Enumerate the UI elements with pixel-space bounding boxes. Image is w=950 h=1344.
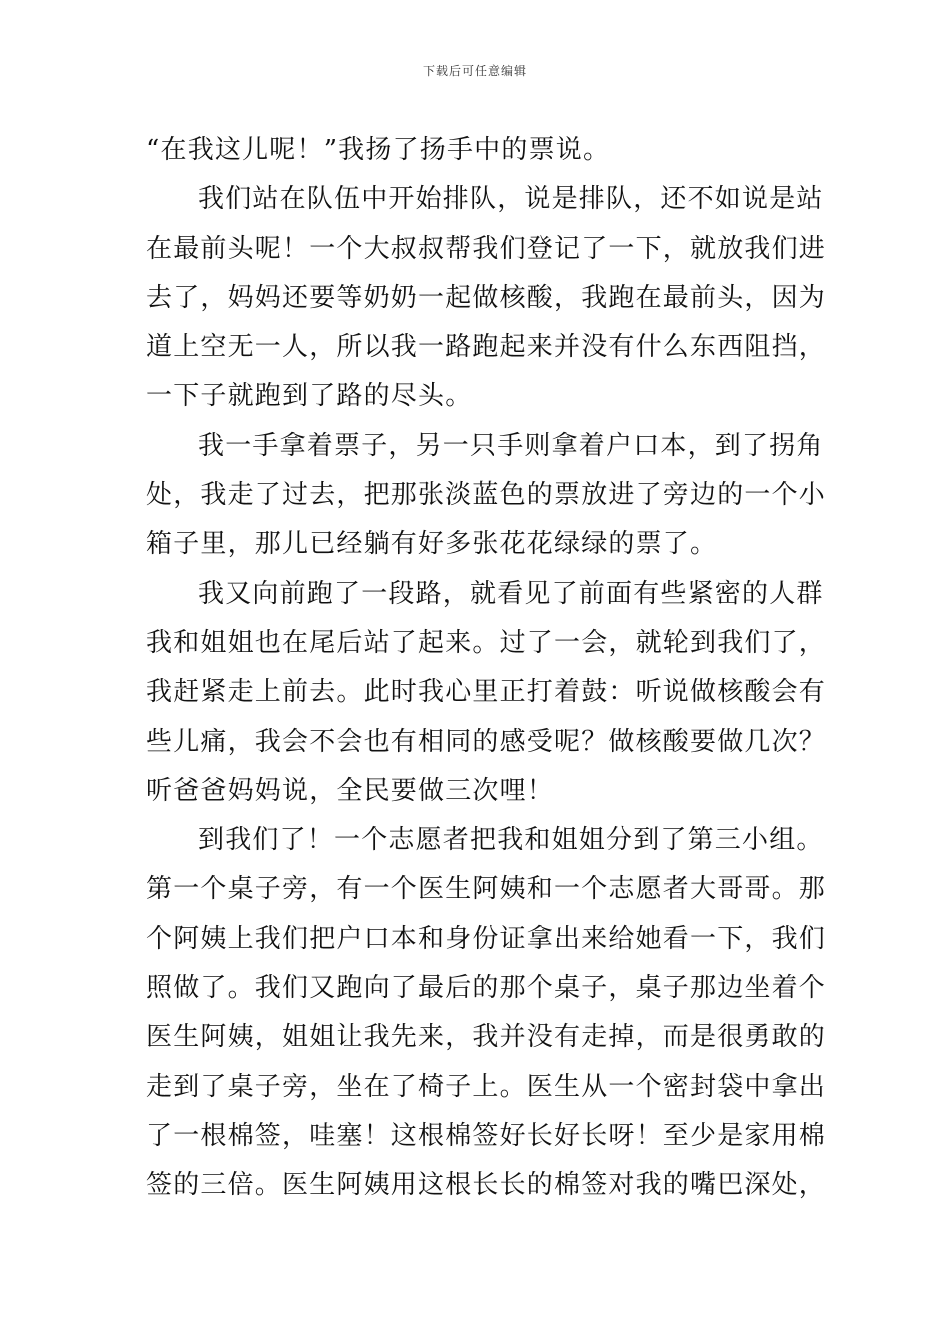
text-line: 听爸爸妈妈说，全民要做三次哩！: [146, 775, 555, 806]
text-line: 箱子里，那儿已经躺有好多张花花绿绿的票了。: [146, 529, 718, 560]
text-line: 个阿姨上我们把户口本和身份证拿出来给她看一下，我们: [146, 923, 827, 954]
text-line: 医生阿姨，姐姐让我先来，我并没有走掉，而是很勇敢的: [146, 1022, 827, 1053]
text-line: 我又向前跑了一段路，就看见了前面有些紧密的人群: [198, 578, 824, 609]
text-line: 第一个桌子旁，有一个医生阿姨和一个志愿者大哥哥。那: [146, 874, 827, 905]
text-line: 一下子就跑到了路的尽头。: [146, 381, 473, 412]
text-line: 我一手拿着票子，另一只手则拿着户口本，到了拐角: [198, 430, 824, 461]
text-line: 些儿痛，我会不会也有相同的感受呢？做核酸要做几次？: [146, 726, 827, 757]
text-line: 处，我走了过去，把那张淡蓝色的票放进了旁边的一个小: [146, 480, 827, 511]
text-line: 我们站在队伍中开始排队，说是排队，还不如说是站: [198, 184, 824, 215]
text-line: 我和姐姐也在尾后站了起来。过了一会，就轮到我们了，: [146, 627, 827, 658]
text-line: 道上空无一人，所以我一路跑起来并没有什么东西阻挡，: [146, 332, 827, 363]
text-line: 到我们了！一个志愿者把我和姐姐分到了第三小组。: [198, 825, 824, 856]
text-line: 走到了桌子旁，坐在了椅子上。医生从一个密封袋中拿出: [146, 1071, 827, 1102]
text-line: 了一根棉签，哇塞！这根棉签好长好长呀！至少是家用棉: [146, 1120, 827, 1151]
text-line: 去了，妈妈还要等奶奶一起做核酸，我跑在最前头，因为: [146, 282, 827, 313]
page-header: 下载后可任意编辑: [422, 64, 527, 78]
text-line: 我赶紧走上前去。此时我心里正打着鼓：听说做核酸会有: [146, 677, 827, 708]
text-line: 在最前头呢！一个大叔叔帮我们登记了一下，就放我们进: [146, 233, 827, 264]
text-line: 签的三倍。医生阿姨用这根长长的棉签对我的嘴巴深处，: [146, 1170, 827, 1201]
text-line: “在我这儿呢！”我扬了扬手中的票说。: [146, 135, 611, 165]
text-line: 照做了。我们又跑向了最后的那个桌子，桌子那边坐着个: [146, 973, 827, 1004]
document-body: [146, 126, 827, 1211]
